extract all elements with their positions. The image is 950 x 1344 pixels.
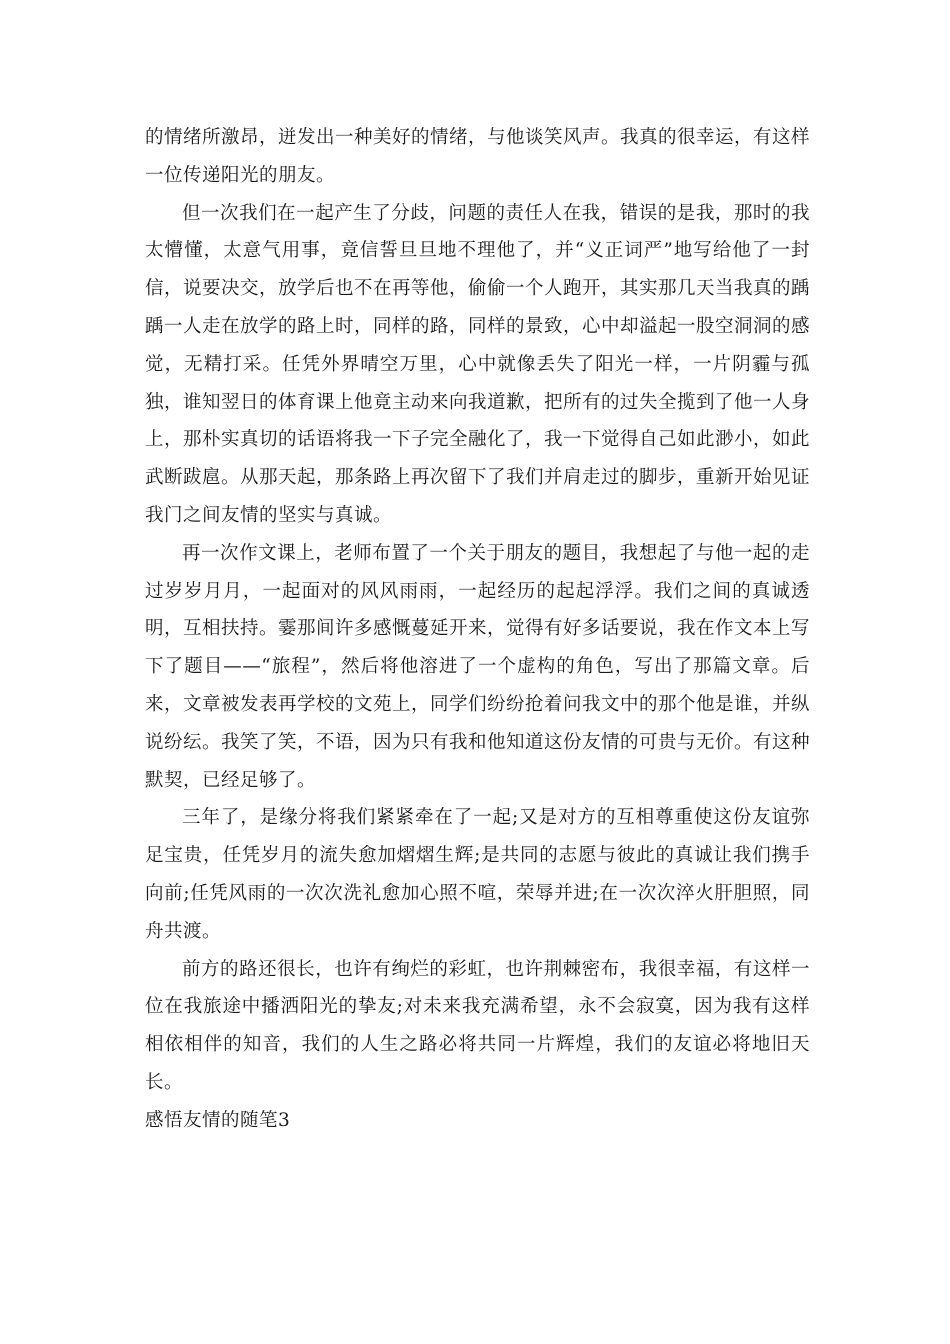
document-body xyxy=(145,119,810,1140)
paragraph-future: 前方的路还很长，也许有绚烂的彩虹，也许荆棘密布，我很幸福，有这样一位在我旅途中播洒阳光的挚友;对未来我充满希望，永不会寂寞，因为我有这样相依相伴的知音，我们的人生之路必将共同一片辉煌，我们的友谊必将地旧天长。 xyxy=(145,958,810,1093)
paragraph-composition: 再一次作文课上，老师布置了一个关于朋友的题目，我想起了与他一起的走过岁岁月月，一起面对的风风雨雨，一起经历的起起浮浮。我们之间的真诚透明，互相扶持。霎那间许多感慨蔓延开来，觉得有好多话要说，我在作文本上写下了题目——“旅程”，然后将他溶进了一个虚构的角色，写出了那篇文章。后来，文章被发表再学校的文苑上，同学们纷纷抢着问我文中的那个他是谁，并纵说纷纭。我笑了笑，不语，因为只有我和他知道这份友情的可贵与无价。有这种默契，已经足够了。 xyxy=(145,542,811,791)
paragraph-disagreement: 但一次我们在一起产生了分歧，问题的责任人在我，错误的是我，那时的我太懵懂，太意气用事，竟信誓旦旦地不理他了，并“义正词严”地写给他了一封信，说要决交，放学后也不在再等他，偷偷一个人跑开，其实那几天当我真的踽踽一人走在放学的路上时，同样的路，同样的景致，心中却溢起一股空洞洞的感觉，无精打采。任凭外界晴空万里，心中就像丢失了阳光一样，一片阴霾与孤独，谁知翌日的体育课上他竟主动来向我道歉，把所有的过失全揽到了他一人身上，那朴实真切的话语将我一下子完全融化了，我一下觉得自己如此渺小，如此武断跋扈。从那天起，那条路上再次留下了我们并肩走过的脚步，重新开始见证我门之间友情的坚实与真诚。 xyxy=(145,202,811,526)
section-heading: 感悟友情的随笔3 xyxy=(145,1109,291,1131)
paragraph-three-years: 三年了，是缘分将我们紧紧牵在了一起;又是对方的互相尊重使这份友谊弥足宝贵，任凭岁月的流失愈加熠熠生辉;是共同的志愿与彼此的真诚让我们携手向前;任凭风雨的一次次洗礼愈加心照不喧，荣辱并进;在一次次淬火肝胆照，同舟共渡。 xyxy=(145,807,810,942)
paragraph-continuation: 的情绪所激昂，迸发出一种美好的情绪，与他谈笑风声。我真的很幸运，有这样一位传递阳光的朋友。 xyxy=(145,127,811,186)
